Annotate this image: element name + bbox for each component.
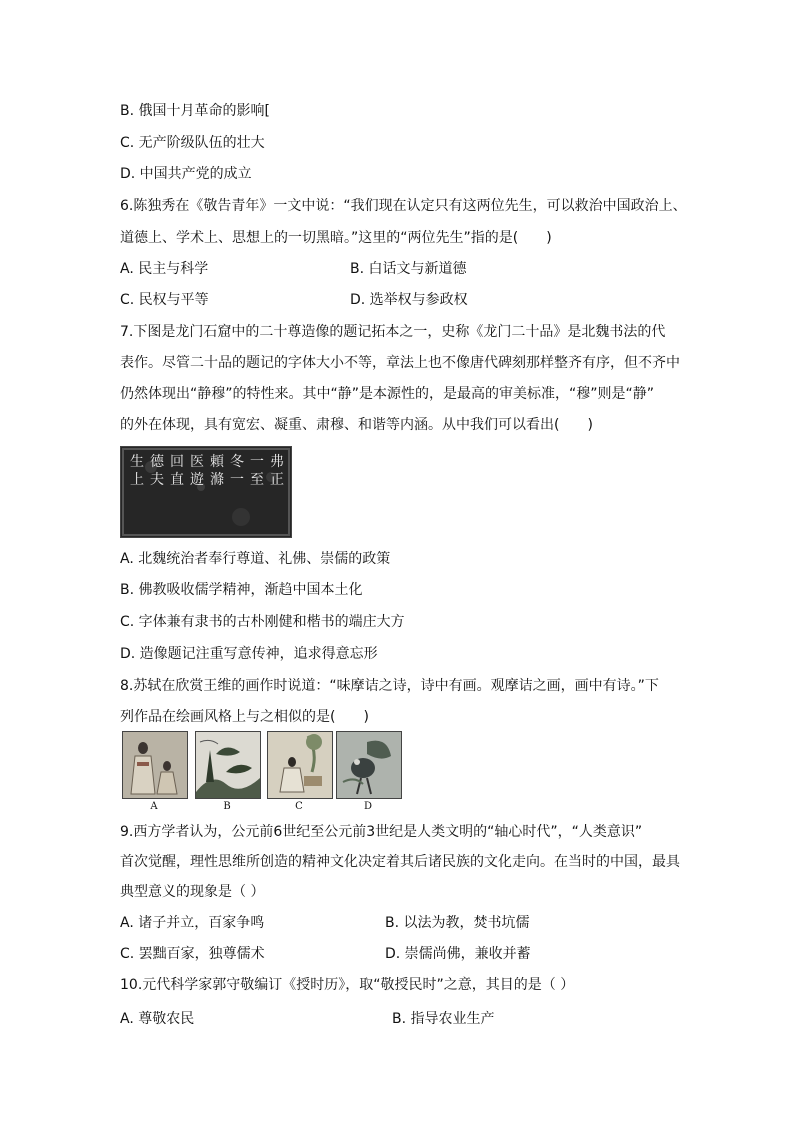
q7-option-a: A. 北魏统治者奉行尊道、礼佛、崇儒的政策 — [120, 551, 391, 567]
q6-option-a: A. 民主与科学 — [120, 261, 209, 277]
q5-option-d: D. 中国共产党的成立 — [120, 166, 252, 182]
q9-stem-line-1: 9.西方学者认为，公元前6世纪至公元前3世纪是人类文明的“轴心时代”，“人类意识” — [120, 824, 643, 840]
q8-stem-line-1: 8.苏轼在欣赏王维的画作时说道：“味摩诘之诗，诗中有画。观摩诘之画，画中有诗。”下 — [120, 678, 659, 694]
rubbing-column: 德夫 — [150, 454, 164, 488]
q9-options-row-2 — [120, 944, 680, 964]
rubbing-column: 生上 — [130, 454, 144, 488]
q6-stem-line-2: 道德上、学术上、思想上的一切黑暗。”这里的“两位先生”指的是( ) — [120, 230, 552, 246]
q9-option-a: A. 诸子并立，百家争鸣 — [120, 915, 265, 931]
q9-stem-line-2: 首次觉醒，理性思维所创造的精神文化决定着其后诸民族的文化走向。在当时的中国，最具 — [120, 854, 680, 870]
rubbing-column: 弗正 — [270, 454, 284, 488]
painting-a-label: A — [150, 801, 158, 812]
rubbing-column: 頼滌 — [210, 454, 224, 488]
painting-d-image — [336, 731, 402, 799]
q6-option-c: C. 民权与平等 — [120, 292, 209, 308]
q10-option-a: A. 尊敬农民 — [120, 1011, 195, 1027]
q8-stem-line-2: 列作品在绘画风格上与之相似的是( ) — [120, 709, 369, 725]
painting-c-label: C — [295, 801, 303, 812]
q6-stem-line-1: 6.陈独秀在《敬告青年》一文中说：“我们现在认定只有这两位先生，可以救治中国政治上、 — [120, 198, 687, 214]
q6-options-row-2 — [120, 290, 680, 310]
painting-c-image — [267, 731, 333, 799]
q6-option-d: D. 选举权与参政权 — [350, 292, 468, 308]
q7-stem-line-3: 仍然体现出“静穆”的特性来。其中“静”是本源性的，是最高的审美标准，“穆”则是“静” — [120, 386, 655, 402]
q10-stem-line-1: 10.元代科学家郭守敬编订《授时历》，取“敬授民时”之意，其目的是（ ） — [120, 977, 575, 993]
q9-options-row-1 — [120, 913, 680, 933]
painting-a-image — [122, 731, 188, 799]
painting-d-label: D — [363, 801, 373, 812]
q6-options-row-1 — [120, 259, 680, 279]
q7-option-c: C. 字体兼有隶书的古朴刚健和楷书的端庄大方 — [120, 614, 405, 630]
q7-stem-line-4: 的外在体现，具有宽宏、凝重、肃穆、和谐等内涵。从中我们可以看出( ) — [120, 417, 593, 433]
q9-option-b: B. 以法为教，焚书坑儒 — [385, 915, 530, 931]
rubbing-column: 冬一 — [230, 454, 244, 488]
q7-option-b: B. 佛教吸收儒学精神，渐趋中国本土化 — [120, 582, 363, 598]
painting-b-label: B — [223, 801, 231, 812]
q5-option-b: B. 俄国十月革命的影响[ — [120, 103, 270, 119]
q5-option-c: C. 无产阶级队伍的壮大 — [120, 135, 265, 151]
stele-rubbing-image — [120, 446, 292, 538]
q9-stem-line-3: 典型意义的现象是（ ） — [120, 884, 265, 900]
q6-option-b: B. 白话文与新道德 — [350, 261, 467, 277]
q7-stem-line-1: 7.下图是龙门石窟中的二十尊造像的题记拓本之一，史称《龙门二十品》是北魏书法的代 — [120, 324, 666, 340]
q9-option-d: D. 崇儒尚佛，兼收并蓄 — [385, 946, 531, 962]
q9-option-c: C. 罢黜百家，独尊儒术 — [120, 946, 265, 962]
painting-b-image — [195, 731, 261, 799]
q10-options-row-1 — [120, 1009, 680, 1029]
q10-option-b: B. 指导农业生产 — [392, 1011, 495, 1027]
rubbing-column: 医遊 — [190, 454, 204, 488]
rubbing-column: 一至 — [250, 454, 264, 488]
rubbing-column: 回直 — [170, 454, 184, 488]
q7-option-d: D. 造像题记注重写意传神，追求得意忘形 — [120, 646, 378, 662]
q7-stem-line-2: 表作。尽管二十品的题记的字体大小不等，章法上也不像唐代碑刻那样整齐有序，但不齐中 — [120, 355, 680, 371]
